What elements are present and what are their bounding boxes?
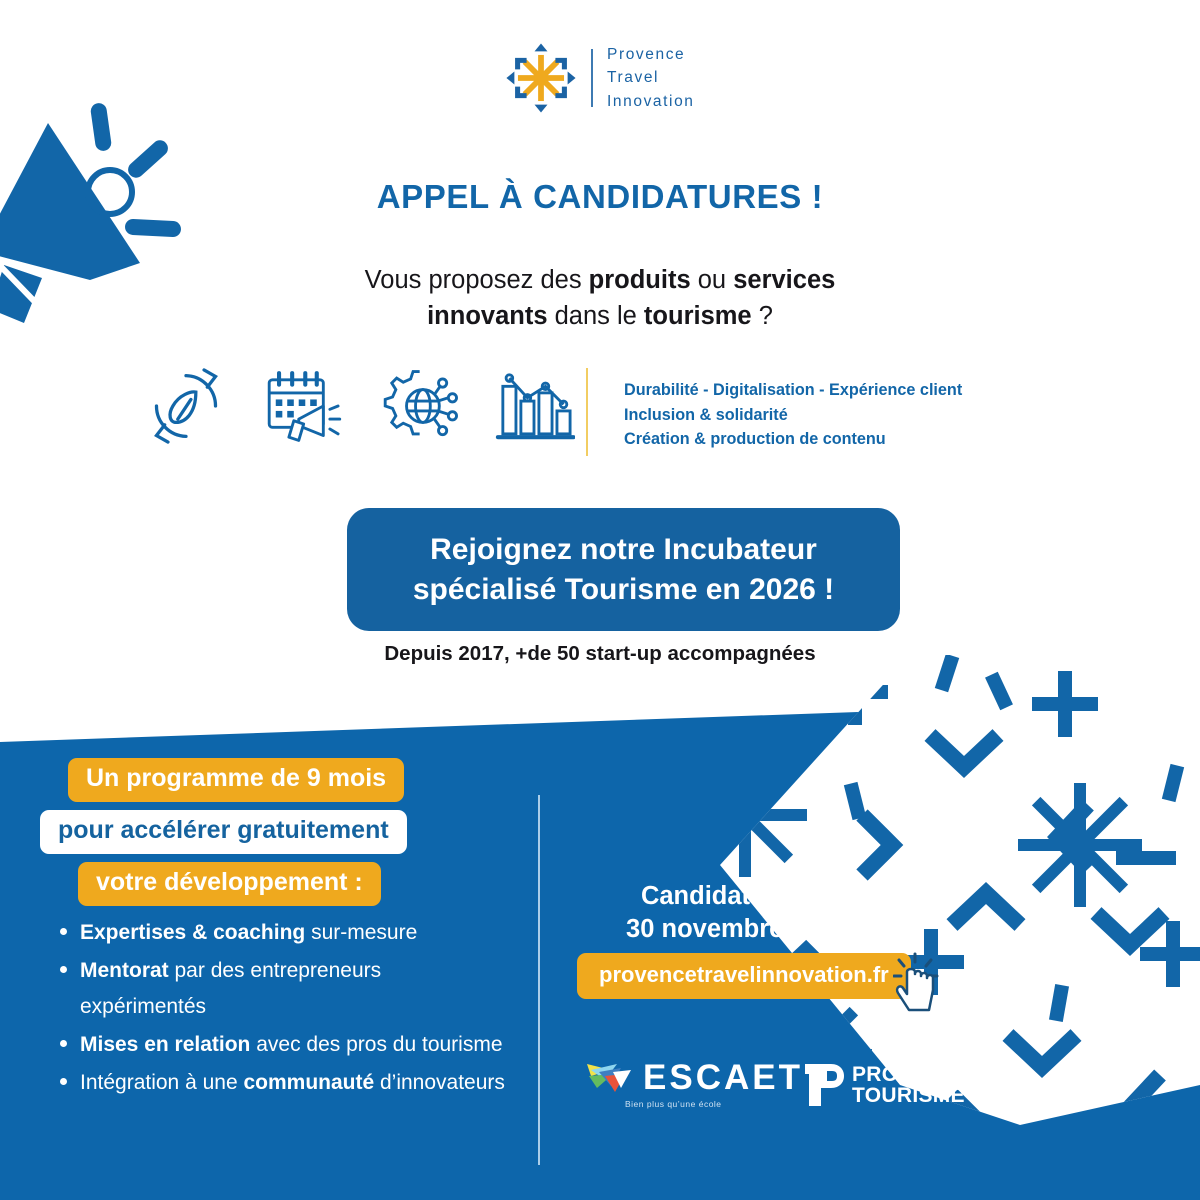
logo-divider (591, 49, 593, 107)
theme-icons-row (145, 362, 575, 450)
subtitle-part4: ? (751, 302, 773, 331)
apply-deadline (560, 880, 960, 945)
escaet-logo (585, 1058, 803, 1109)
benefit-4-rest: d’innovateurs (374, 1071, 505, 1095)
logo-line-3: Innovation (607, 92, 695, 110)
gear-globe-network-icon (377, 362, 459, 450)
provence-tourisme-logo (803, 1062, 972, 1108)
logo-line-1: Provence (607, 46, 686, 64)
subtitle-part2: ou (690, 266, 734, 294)
benefit-2-rest: par des entrepreneurs expérimentés (80, 959, 382, 1019)
partner-logos (570, 1058, 973, 1128)
theme-line-3: Création & production de contenu (624, 430, 886, 449)
benefits-list (48, 915, 508, 1104)
benefit-3-bold: Mises en relation (80, 1033, 251, 1057)
benefit-3-rest: avec des pros du tourisme (250, 1033, 503, 1057)
bar-chart-trend-icon (493, 362, 575, 450)
list-item (48, 1027, 508, 1063)
subtitle-bold4: tourisme (643, 302, 752, 331)
apply-line-1: Candidatez avant le (640, 882, 880, 910)
themes-list (624, 378, 1084, 452)
list-item (48, 1065, 508, 1101)
escaet-tagline: Bien plus qu’une école (625, 1099, 722, 1109)
themes-divider (586, 368, 588, 456)
cta-line-2: spécialisé Tourisme en 2026 ! (412, 572, 835, 606)
theme-line-2: Inclusion & solidarité (624, 405, 788, 424)
subtitle (0, 262, 1200, 334)
calendar-megaphone-icon (261, 362, 343, 450)
click-cursor-icon (893, 952, 953, 1014)
program-badges (0, 758, 520, 914)
program-badge-2: pour accélérer gratuitement (40, 810, 407, 854)
benefit-4-pre: Intégration à une (80, 1071, 244, 1095)
provence-travel-innovation-mark-icon (505, 42, 577, 114)
subtitle-bold1: produits (588, 266, 691, 294)
subtitle-part3: dans le (547, 302, 644, 331)
subtitle-part1: Vous proposez des (364, 266, 589, 294)
provence-line-2: TOURISME (852, 1084, 965, 1107)
provence-tourisme-mark-icon (803, 1062, 847, 1108)
program-badge-3: votre développement : (78, 862, 381, 906)
list-item (48, 915, 508, 951)
benefit-2-bold: Mentorat (80, 959, 169, 983)
list-item (48, 953, 508, 1025)
apply-line-2: 30 novembre 2025 sur (626, 914, 894, 943)
benefit-1-bold: Expertises & coaching (80, 921, 306, 944)
logo-line-2: Travel (607, 69, 660, 87)
sustainability-leaf-cycle-icon (145, 362, 227, 450)
subtitle-bold2: services (733, 266, 836, 294)
panel-vertical-divider (538, 795, 540, 1165)
incubator-cta-box[interactable] (347, 508, 900, 631)
cta-note: Depuis 2017, +de 50 start-up accompagnées (384, 642, 816, 665)
subtitle-bold3: innovants (427, 302, 548, 331)
provence-line-1: PROVENCE (852, 1063, 973, 1086)
escaet-mark-icon (585, 1058, 641, 1098)
theme-line-1: Durabilité - Digitalisation - Expérience client (624, 381, 963, 399)
benefit-4-bold: communauté (243, 1071, 375, 1095)
provence-tourisme-wordmark (852, 1064, 972, 1106)
website-url-button[interactable]: provencetravelinnovation.fr (577, 953, 911, 999)
cta-line-1: Rejoignez notre Incubateur (430, 532, 817, 566)
logo-wordmark (607, 43, 695, 113)
program-badge-1: Un programme de 9 mois (68, 758, 404, 802)
brand-logo (505, 42, 695, 114)
escaet-wordmark: ESCAET (643, 1058, 803, 1097)
page-title: APPEL À CANDIDATURES ! (376, 178, 824, 215)
benefit-1-rest: sur-mesure (305, 921, 418, 944)
